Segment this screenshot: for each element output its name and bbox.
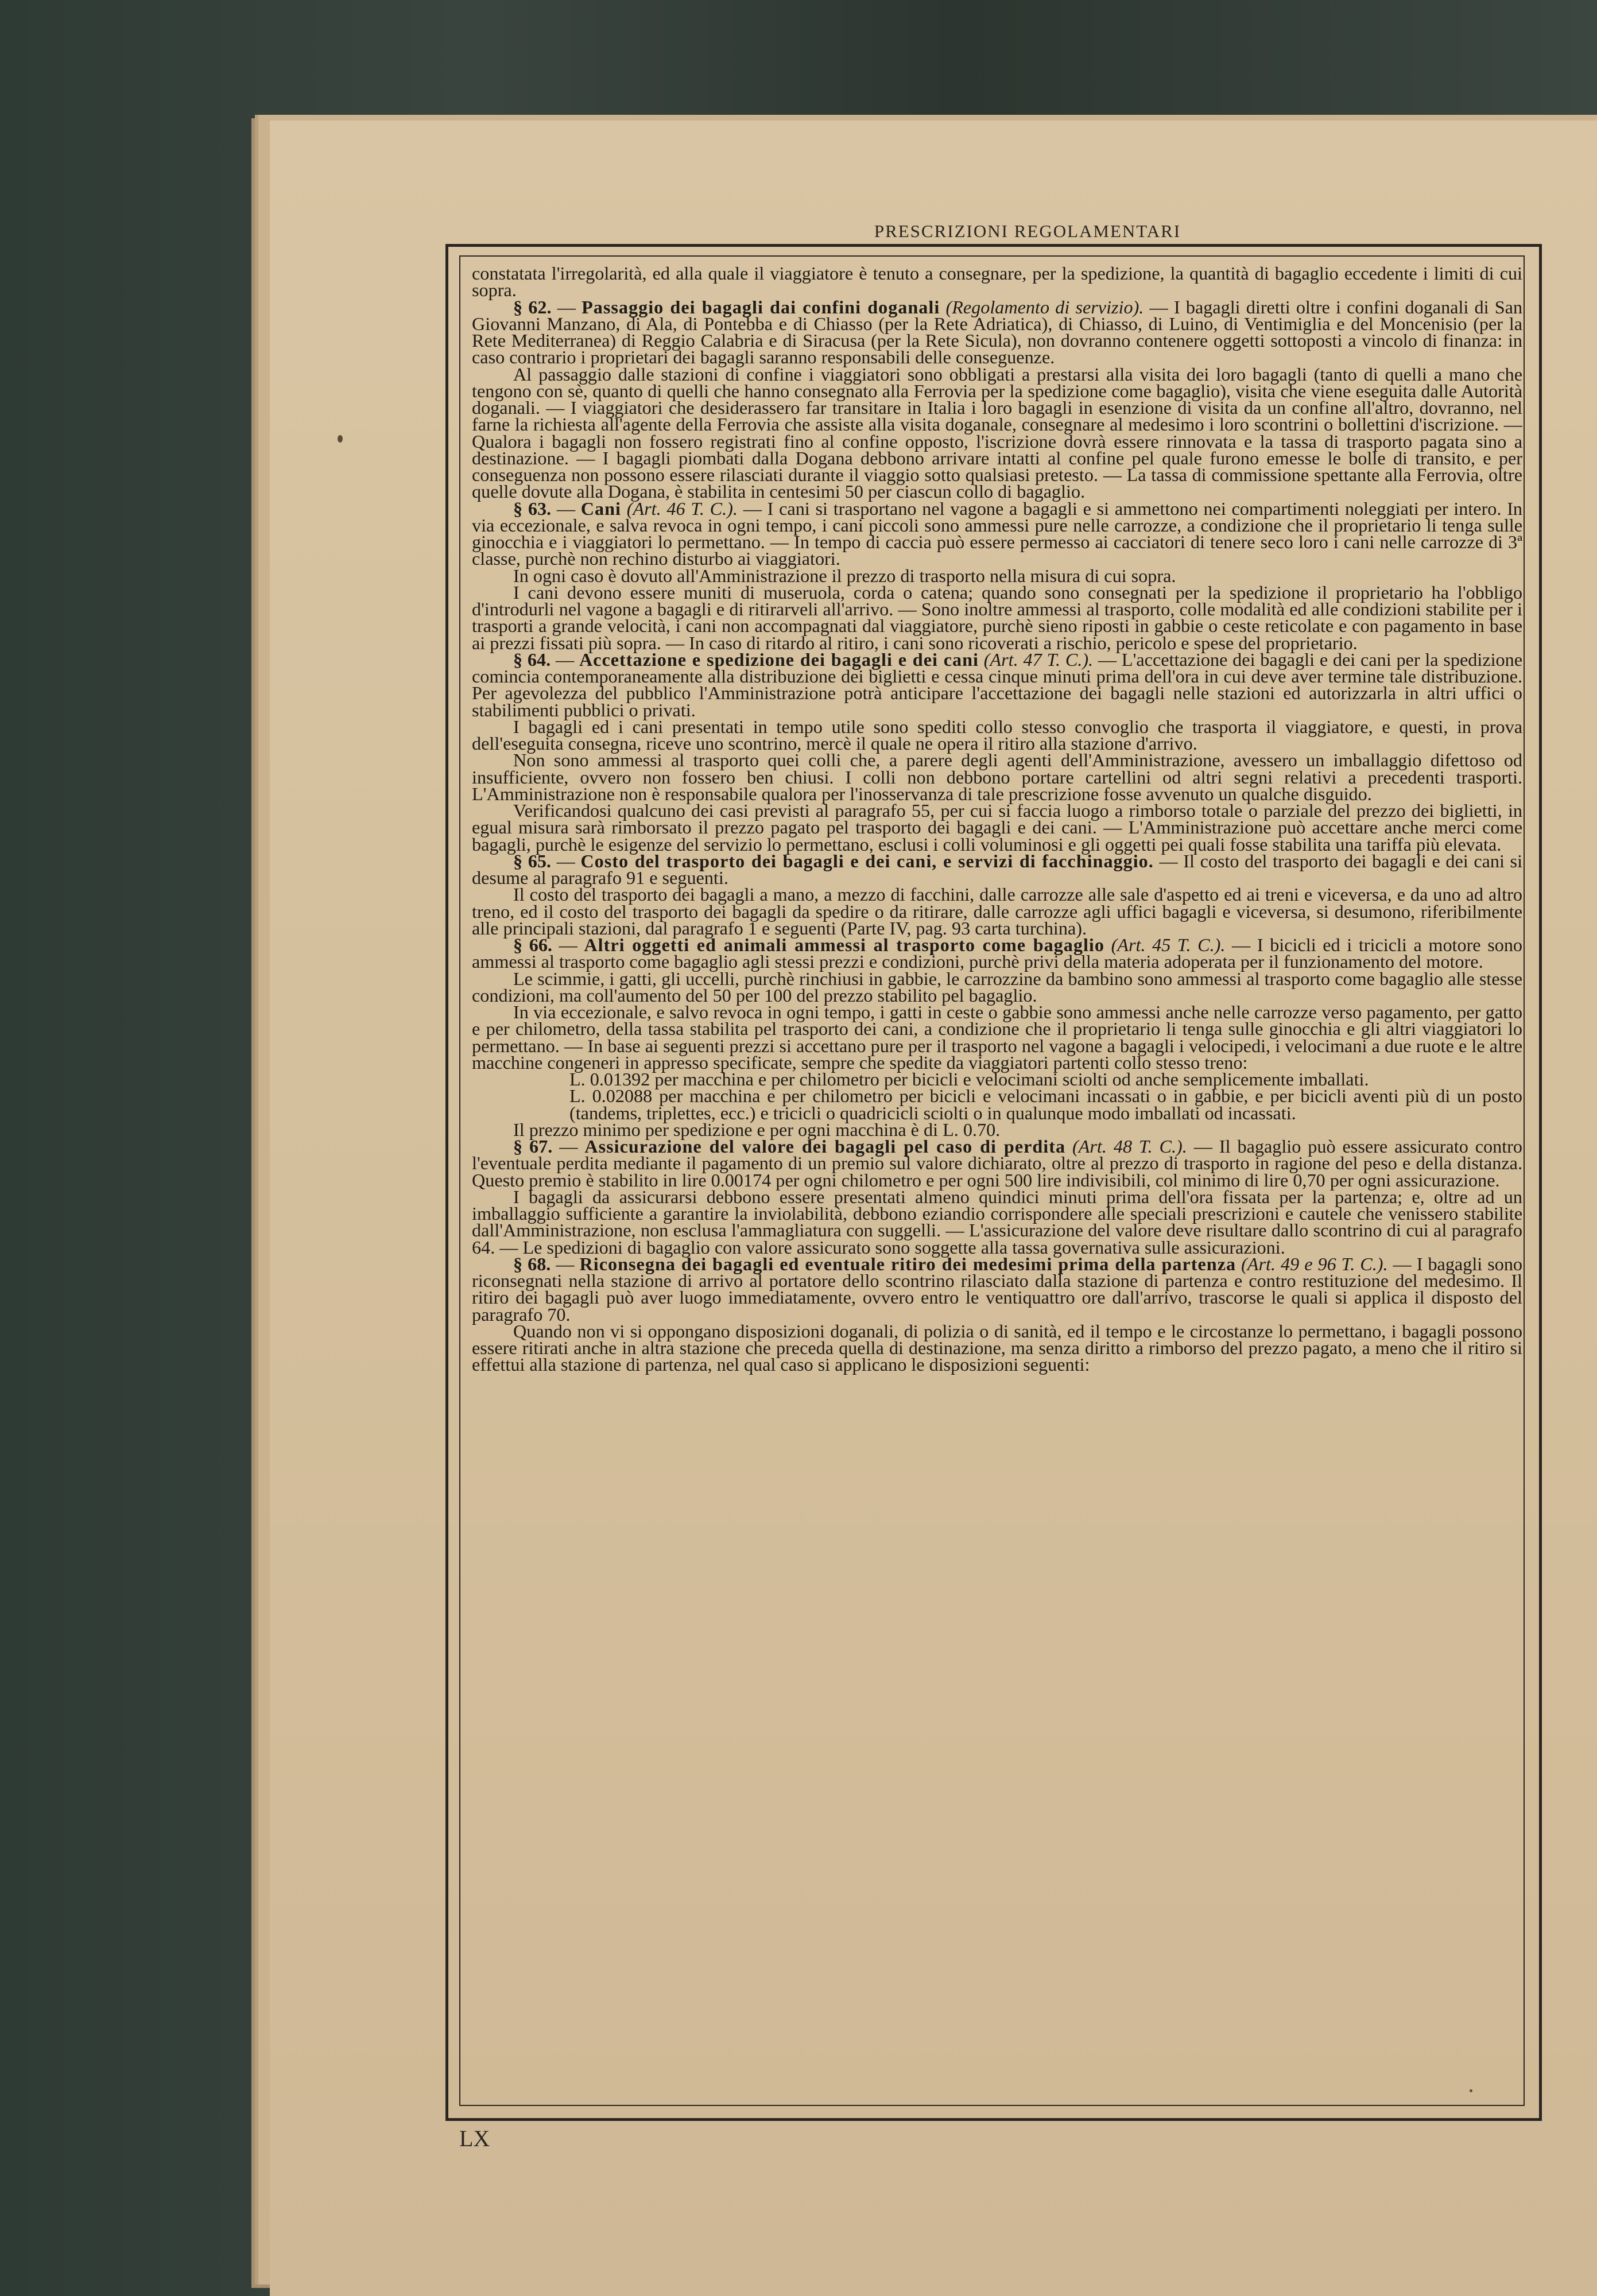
- body-paragraph: I bagagli da assicurarsi debbono essere presentati almeno quindici minuti prima dell'ora fissata per la partenza; e, oltre ad un imballaggio sufficiente a garantire la inviolabilità, debbono eziandio corrispondere alle speciali prescrizioni e cautele che venissero stabilite dall'Amministrazione, non esclusa l'ammagliatura con suggelli. — L'assicurazione del valore deve risultare dallo scontrino di cui al paragrafo 64. — Le spedizioni di bagaglio con valore assicurato sono soggette alla tassa governativa sulle assicurazioni.: [472, 1186, 1522, 1258]
- section-paragraph: § 62. — Passaggio dei bagagli dai confini doganali (Regolamento di servizio). — I bagagli diretti oltre i confini doganali di San Giovanni Manzano, di Ala, di Pontebba e di Chiasso (per la Rete Adriatica), di Chiasso, di Luino, di Ventimiglia e del Moncenisio (per la Rete Mediterranea) di Reggio Calabria e di Siracusa (per la Rete Sicula), non dovranno contenere oggetti sottoposti a vincolo di finanza: in caso contrario i proprietari dei bagagli saranno responsabili delle conseguenze.: [472, 296, 1522, 368]
- section-reference: (Regolamento di servizio).: [945, 296, 1144, 317]
- paper-speck: [1470, 2089, 1472, 2092]
- page-number: LX: [459, 2126, 490, 2151]
- body-paragraph: I cani devono essere muniti di museruola, corda o catena; quando sono consegnati per la spedizione il proprietario ha l'obbligo d'introdurli nel vagone a bagagli e di ritirarveli all'arrivo. — Sono inoltre ammessi al trasporto, colle modalità ed alle condizioni stabilite per i trasporti a grande velocità, i cani non accompagnati dal viaggiatore, purchè sieno riposti in gabbie o ceste reticolate e con pagamento in base ai prezzi fissati più sopra. — In caso di ritardo al ritiro, i cani sono ricoverati a rischio, pericolo e spese del proprietario.: [472, 581, 1522, 653]
- section-paragraph: § 68. — Riconsegna dei bagagli ed eventuale ritiro dei medesimi prima della partenza (Art. 49 e 96 T. C.). — I bagagli sono riconsegnati nella stazione di arrivo al portatore dello scontrino rilasciato dalla stazione di partenza e contro restituzione del medesimo. Il ritiro dei bagagli può aver luogo immediatamente, ovvero entro le ventiquattro ore dall'arrivo, trascorse le quali si applica il disposto del paragrafo 70.: [472, 1253, 1522, 1325]
- section-title: Passaggio dei bagagli dai confini doganali: [582, 296, 940, 317]
- section-title: Assicurazione del valore dei bagagli pel caso di perdita: [584, 1136, 1066, 1157]
- section-paragraph: § 67. — Assicurazione del valore dei bagagli pel caso di perdita (Art. 48 T. C.). — Il bagaglio può essere assicurato contro l'eventuale perdita mediante il pagamento di un premio sul valore dichiarato, oltre al prezzo di trasporto in ragione del peso e della distanza. Questo premio è stabilito in lire 0.00174 per ogni chilometro e per ogni 500 lire indivisibili, col minimo di lire 0,70 per ogni assicurazione.: [472, 1136, 1522, 1190]
- section-text: L'accettazione dei bagagli e dei cani per la spedizione comincia contemporaneamente alla distribuzione dei biglietti e cessa cinque minuti prima dell'ora in cui deve aver termine tale distribuzione. Per agevolezza del pubblico l'Amministrazione potrà anticipare l'accettazione dei bagagli nelle stazioni ed autorizzarla in altri uffici o stabilimenti pubblici o privati.: [472, 649, 1522, 720]
- section-paragraph: § 63. — Cani (Art. 46 T. C.). — I cani si trasportano nel vagone a bagagli e si ammettono nei compartimenti noleggiati per intero. In via eccezionale, e salva revoca in ogni tempo, i cani piccoli sono ammessi pure nelle carrozze, a condizione che il proprietario li tenga sulle ginocchia e i viaggiatori lo permettano. — In tempo di caccia può essere permesso ai cacciatori di tenere seco loro i cani nelle carrozze di 3ª classe, purchè non rechino disturbo ai viaggiatori.: [472, 498, 1522, 569]
- section-title: Costo del trasporto dei bagagli e dei cani, e servizi di facchinaggio.: [580, 850, 1154, 871]
- section-text: Il costo del trasporto dei bagagli e dei cani si desume al paragrafo 91 e seguenti.: [472, 850, 1522, 888]
- body-paragraph: Verificandosi qualcuno dei casi previsti al paragrafo 55, per cui si faccia luogo a rimborso totale o parziale del prezzo dei biglietti, in egual misura sarà rimborsato il prezzo pagato pel trasporto dei bagagli e dei cani. — L'Amministrazione può accettare anche merci come bagagli, purchè le esigenze del servizio lo permettano, esclusi i colli voluminosi e gli oggetti pei quali fosse stabilita una tariffa più elevata.: [472, 800, 1522, 855]
- body-paragraph: Al passaggio dalle stazioni di confine i viaggiatori sono obbligati a prestarsi alla visita dei loro bagagli (tanto di quelli a mano che tengono con sè, quanto di quelli che hanno consegnato alla Ferrovia per la spedizione come bagaglio), visita che viene eseguita dalle Autorità doganali. — I viaggiatori che desiderassero far transitare in Italia i loro bagagli in esenzione di visita da un confine all'altro, dovranno, nel farne la richiesta all'agente della Ferrovia che assiste alla visita doganale, consegnare al medesimo i loro scontrini o bollettini d'iscrizione. — Qualora i bagagli non fossero registrati fino al confine opposto, l'iscrizione dovrà essere rinnovata e la tassa di trasporto pagata sino a destinazione. — I bagagli piombati dalla Dogana debbono arrivare intatti al confine pel quale furono emesse le bolle di transito, e per conseguenza non possono essere rilasciati durante il viaggio sotto qualsiasi pretesto. — La tassa di commissione spettante alla Ferrovia, oltre quelle dovute alla Dogana, è stabilita in centesimi 50 per ciascun collo di bagaglio.: [472, 363, 1522, 502]
- section-text: Il bagaglio può essere assicurato contro l'eventuale perdita mediante il pagamento di un premio sul valore dichiarato, oltre al prezzo di trasporto in ragione del peso e della distanza. Questo premio è stabilito in lire 0.00174 per ogni chilometro e per ogni 500 lire indivisibili, col minimo di lire 0,70 per ogni assicurazione.: [472, 1136, 1522, 1190]
- section-text: I bagagli diretti oltre i confini doganali di San Giovanni Manzano, di Ala, di Pontebba e di Chiasso (per la Rete Adriatica), di Chiasso, di Luino, di Ventimiglia e del Moncenisio (per la Rete Mediterranea) di Reggio Calabria e di Siracusa (per la Rete Sicula), non dovranno contenere oggetti sottoposti a vincolo di finanza: in caso contrario i proprietari dei bagagli saranno responsabili delle conseguenze.: [472, 296, 1522, 368]
- section-reference: (Art. 46 T. C.).: [626, 498, 738, 519]
- body-paragraph: Le scimmie, i gatti, gli uccelli, purchè rinchiusi in gabbie, le carrozzine da bambino sono ammessi al trasporto come bagaglio alle stesse condizioni, ma coll'aumento del 50 per 100 del prezzo stabilito pel bagaglio.: [472, 968, 1522, 1006]
- tariff-line: L. 0.01392 per macchina e per chilometro per bicicli e velocimani sciolti od anche semplicemente imballati.: [569, 1069, 1369, 1089]
- section-text: I cani si trasportano nel vagone a bagagli e si ammettono nei compartimenti noleggiati per intero. In via eccezionale, e salva revoca in ogni tempo, i cani piccoli sono ammessi pure nelle carrozze, a condizione che il proprietario li tenga sulle ginocchia e i viaggiatori lo permettano. — In tempo di caccia può essere permesso ai cacciatori di tenere seco loro i cani nelle carrozze di 3ª classe, purchè non rechino disturbo ai viaggiatori.: [472, 498, 1522, 569]
- section-reference: (Art. 47 T. C.).: [983, 649, 1094, 670]
- section-number: § 63.: [513, 498, 552, 519]
- body-paragraph: In via eccezionale, e salvo revoca in ogni tempo, i gatti in ceste o gabbie sono ammessi anche nelle carrozze verso pagamento, per gatto e per chilometro, della tassa stabilita pel trasporto dei cani, a condizione che il proprietario li tenga sulle ginocchia e gli altri viaggiatori lo permettano. — In base ai seguenti prezzi si accettano pure per il trasporto nel vagone a bagagli i velocipedi, i velocimani a due ruote e le altre macchine congeneri in appresso specificate, sempre che spedite da viaggiatori partenti collo stesso treno:: [472, 1002, 1522, 1073]
- section-title: Cani: [580, 498, 621, 519]
- section-reference: (Art. 49 e 96 T. C.).: [1241, 1253, 1388, 1274]
- section-title: Riconsegna dei bagagli ed eventuale ritiro dei medesimi prima della partenza: [579, 1253, 1236, 1274]
- section-number: § 65.: [513, 850, 551, 871]
- section-paragraph: § 65. — Costo del trasporto dei bagagli e dei cani, e servizi di facchinaggio. — Il costo del trasporto dei bagagli e dei cani si desume al paragrafo 91 e seguenti.: [472, 850, 1522, 888]
- section-paragraph: § 64. — Accettazione e spedizione dei bagagli e dei cani (Art. 47 T. C.). — L'accettazione dei bagagli e dei cani per la spedizione comincia contemporaneamente alla distribuzione dei biglietti e cessa cinque minuti prima dell'ora in cui deve aver termine tale distribuzione. Per agevolezza del pubblico l'Amministrazione potrà anticipare l'accettazione dei bagagli nelle stazioni ed autorizzarla in altri uffici o stabilimenti pubblici o privati.: [472, 649, 1522, 720]
- section-number: § 64.: [513, 649, 551, 670]
- section-text: I bagagli sono riconsegnati nella stazione di arrivo al portatore dello scontrino rilasciato dalla stazione di partenza e contro restituzione del medesimo. Il ritiro dei bagagli può aver luogo immediatamente, ovvero entro le ventiquattro ore dall'arrivo, trascorse le quali si applica il disposto del paragrafo 70.: [472, 1253, 1522, 1325]
- tariff-line: L. 0.02088 per macchina e per chilometro per bicicli e velocimani incassati o in gabbie, e per bicicli aventi più di un posto (tandems, triplettes, ecc.) e tricicli o quadricicli sciolti o in qualunque modo imballati od incassati.: [569, 1085, 1522, 1123]
- body-paragraph: Quando non vi si oppongano disposizioni doganali, di polizia o di sanità, ed il tempo e le circostanze lo permettano, i bagagli possono essere ritirati anche in altra stazione che preceda quella di destinazione, ma senza diritto a rimborso del prezzo pagato, a meno che il ritiro si effettui alla stazione di partenza, nel qual caso si applicano le disposizioni seguenti:: [472, 1320, 1522, 1375]
- body-paragraph: Il costo del trasporto dei bagagli a mano, a mezzo di facchini, dalle carrozze alle sale d'aspetto ed ai treni e viceversa, e da uno ad altro treno, ed il costo del trasporto dei bagagli da spedire o da ritirare, dalle carrozze agli uffici bagagli e viceversa, si desumono, riferibilmente alle principali stazioni, dal paragrafo 1 e seguenti (Parte IV, pag. 93 carta turchina).: [472, 884, 1522, 938]
- section-reference: (Art. 45 T. C.).: [1111, 934, 1226, 955]
- body-paragraph: I bagagli ed i cani presentati in tempo utile sono spediti collo stesso convoglio che trasporta il viaggiatore, e questi, in prova dell'eseguita consegna, riceve uno scontrino, mercè il quale ne opera il ritiro alla stazione d'arrivo.: [472, 716, 1522, 754]
- section-title: Altri oggetti ed animali ammessi al trasporto come bagaglio: [584, 934, 1104, 955]
- section-number: § 62.: [513, 296, 552, 317]
- running-head: PRESCRIZIONI REGOLAMENTARI: [874, 221, 1181, 241]
- section-paragraph: § 66. — Altri oggetti ed animali ammessi al trasporto come bagaglio (Art. 45 T. C.). — I bicicli ed i tricicli a motore sono ammessi al trasporto come bagaglio agli stessi prezzi e condizioni, purchè privi della materia adoperata per il funzionamento del motore.: [472, 934, 1522, 972]
- section-number: § 66.: [513, 934, 552, 955]
- section-number: § 67.: [513, 1136, 553, 1157]
- body-paragraph: In ogni caso è dovuto all'Amministrazione il prezzo di trasporto nella misura di cui sopra.: [513, 565, 1176, 586]
- body-paragraph: Il prezzo minimo per spedizione e per ogni macchina è di L. 0.70.: [513, 1119, 1001, 1140]
- section-title: Accettazione e spedizione dei bagagli e dei cani: [579, 649, 979, 670]
- section-reference: (Art. 48 T. C.).: [1072, 1136, 1187, 1157]
- body-paragraph: Non sono ammessi al trasporto quei colli che, a parere degli agenti dell'Amministrazione, avessero un imballaggio difettoso od insufficiente, ovvero non fossero ben chiusi. I colli non debbono portare cartellini od altri segni relativi a precedenti trasporti. L'Amministrazione non è responsabile qualora per l'inosservanza di tale prescrizione fosse avvenuto un qualche disguido.: [472, 750, 1522, 804]
- body-paragraph: constatata l'irregolarità, ed alla quale il viaggiatore è tenuto a consegnare, per la spedizione, la quantità di bagaglio eccedente i limiti di cui sopra.: [472, 265, 1522, 301]
- section-text: I bicicli ed i tricicli a motore sono ammessi al trasporto come bagaglio agli stessi prezzi e condizioni, purchè privi della materia adoperata per il funzionamento del motore.: [472, 934, 1522, 972]
- section-number: § 68.: [513, 1253, 551, 1274]
- body-text: [472, 265, 1522, 2108]
- paper-speck: [338, 435, 343, 443]
